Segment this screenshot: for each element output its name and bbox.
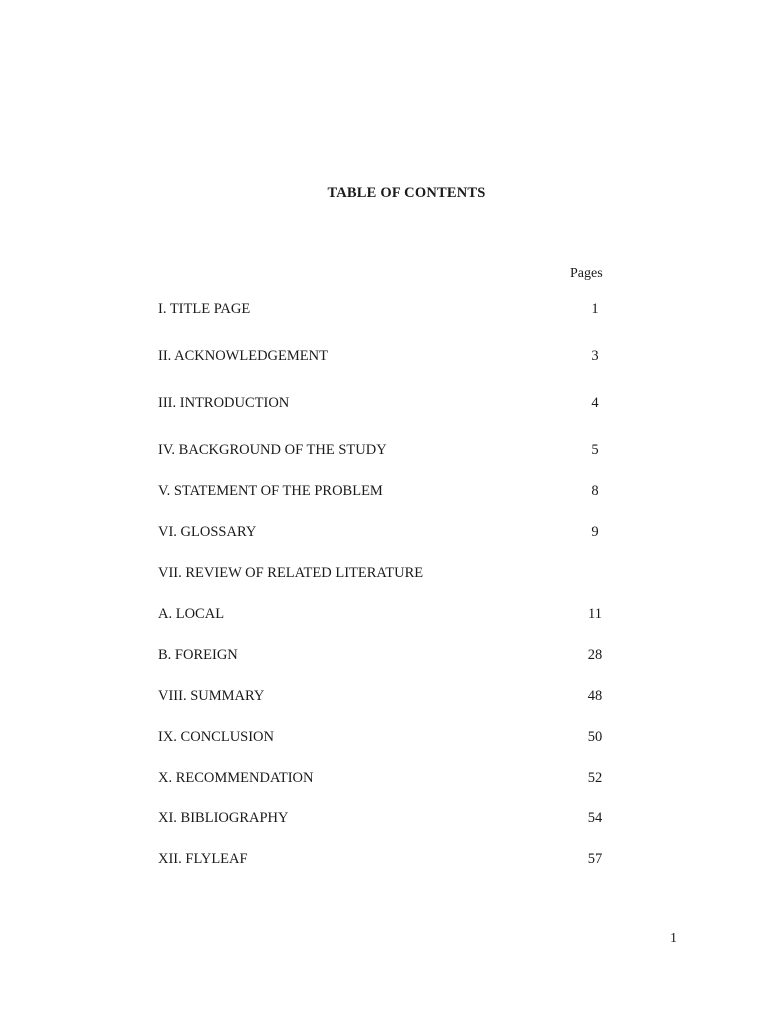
toc-entry-introduction: [158, 395, 608, 415]
toc-entry-label: I. TITLE PAGE: [158, 301, 251, 317]
page-number: 1: [670, 931, 677, 946]
toc-entry-page: 4: [591, 395, 599, 411]
toc-entry-label: IV. BACKGROUND OF THE STUDY: [158, 442, 387, 458]
toc-entry-label: III. INTRODUCTION: [158, 395, 290, 411]
toc-entry-page: 3: [591, 348, 599, 364]
toc-entry-label: X. RECOMMENDATION: [158, 770, 314, 786]
toc-entry-flyleaf: [158, 851, 608, 871]
toc-entry-label: A. LOCAL: [158, 606, 225, 622]
toc-entry-page: 5: [591, 442, 599, 458]
toc-entry-page: 28: [587, 647, 603, 663]
toc-entry-page: 48: [587, 688, 603, 704]
toc-entry-label: VII. REVIEW OF RELATED LITERATURE: [158, 565, 424, 581]
toc-entry-conclusion: [158, 729, 608, 749]
toc-entry-label: XI. BIBLIOGRAPHY: [158, 810, 289, 826]
toc-entry-label: XII. FLYLEAF: [158, 851, 248, 867]
toc-entry-page: 54: [587, 810, 603, 826]
toc-entry-page: 11: [588, 606, 602, 622]
toc-entry-title-page: [158, 301, 608, 321]
toc-entry-review-of-literature: [158, 565, 608, 585]
page-title: TABLE OF CONTENTS: [327, 185, 486, 201]
toc-entry-acknowledgement: [158, 348, 608, 368]
toc-entry-summary: [158, 688, 608, 708]
toc-entry-label: IX. CONCLUSION: [158, 729, 274, 745]
toc-entry-background: [158, 442, 608, 462]
pages-column-header: Pages: [570, 266, 603, 281]
toc-entry-page: 9: [591, 524, 599, 540]
toc-entry-local: [158, 606, 608, 626]
toc-entry-label: B. FOREIGN: [158, 647, 238, 663]
toc-entry-page: 52: [587, 770, 603, 786]
toc-entry-foreign: [158, 647, 608, 667]
toc-entry-label: VIII. SUMMARY: [158, 688, 265, 704]
toc-entry-page: 8: [591, 483, 599, 499]
toc-entry-bibliography: [158, 810, 608, 830]
toc-entry-page: 57: [587, 851, 603, 867]
toc-entry-label: II. ACKNOWLEDGEMENT: [158, 348, 328, 364]
toc-entry-statement-of-problem: [158, 483, 608, 503]
toc-entry-label: V. STATEMENT OF THE PROBLEM: [158, 483, 383, 499]
toc-entry-page: 50: [587, 729, 603, 745]
toc-entry-label: VI. GLOSSARY: [158, 524, 257, 540]
toc-entry-recommendation: [158, 770, 608, 790]
toc-entry-glossary: [158, 524, 608, 544]
toc-entry-page: 1: [591, 301, 599, 317]
